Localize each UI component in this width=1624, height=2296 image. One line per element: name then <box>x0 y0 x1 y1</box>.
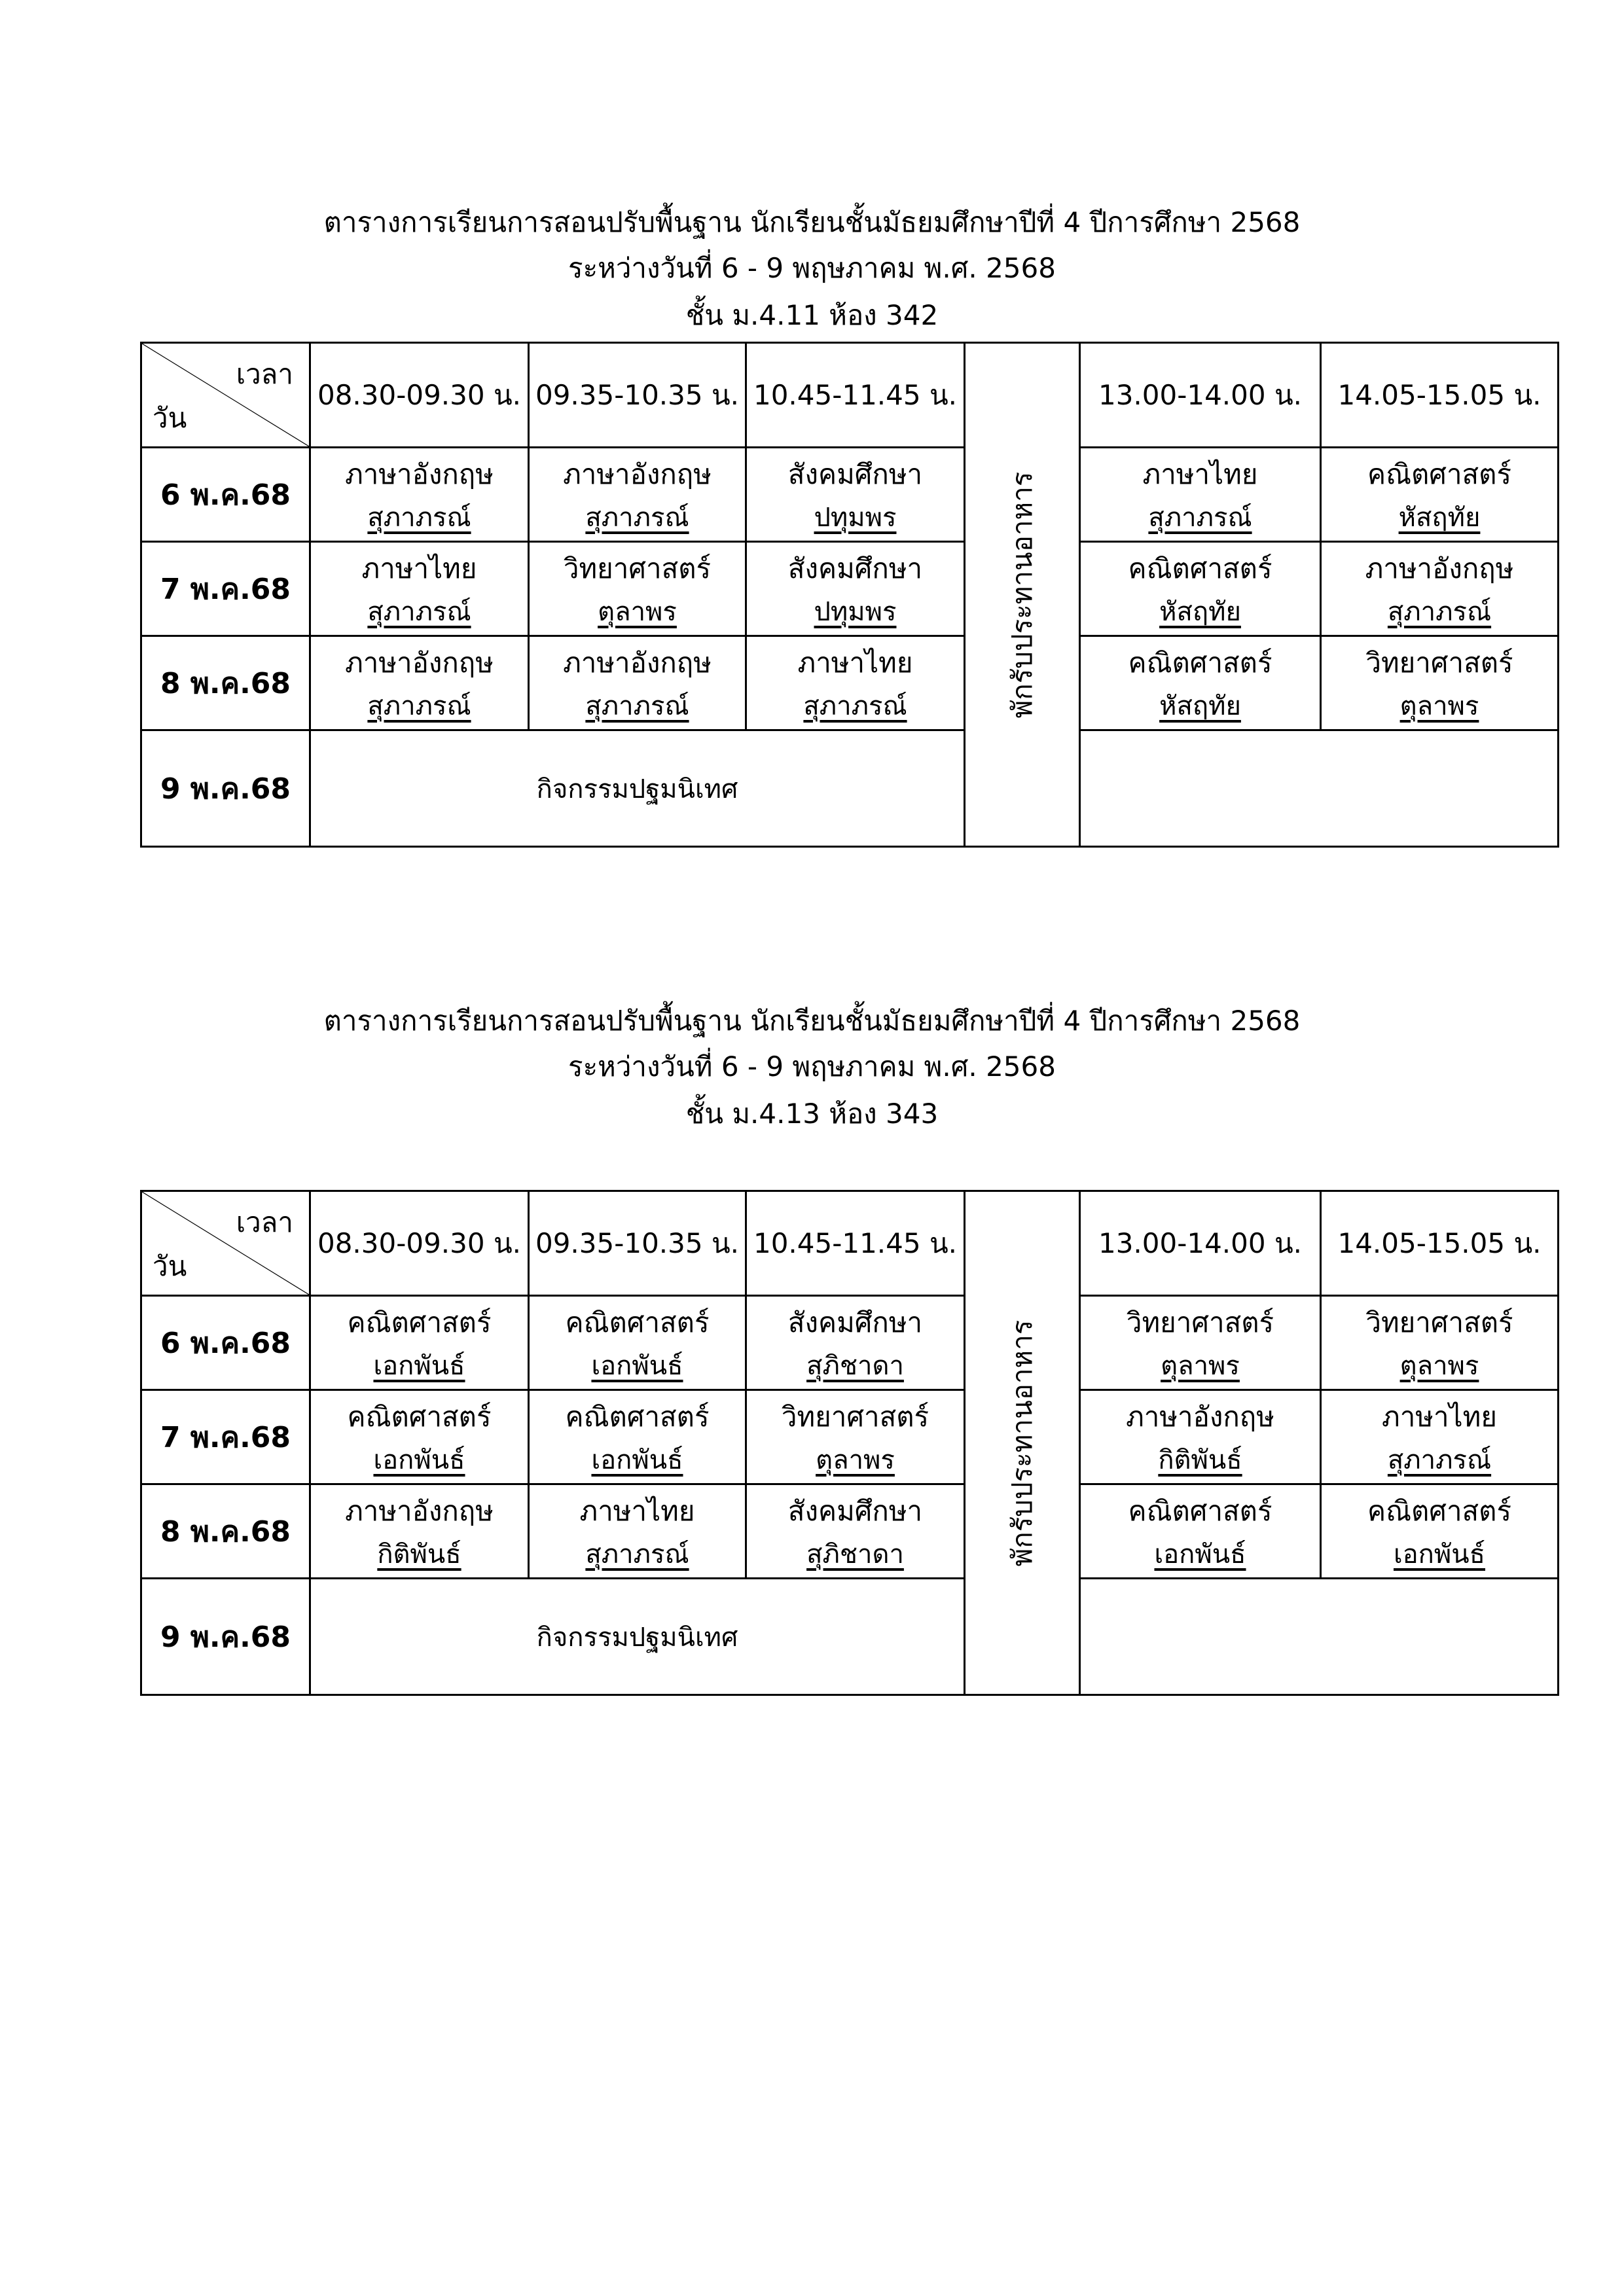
subject-name: สังคมศึกษา <box>787 1306 923 1338</box>
day-label: 7 พ.ค.68 <box>141 542 310 636</box>
class-cell <box>746 1390 965 1484</box>
day-label: 7 พ.ค.68 <box>141 1390 310 1484</box>
teacher-name: ปทุมพร <box>814 502 897 533</box>
teacher-name: สุภาภรณ์ <box>1148 502 1252 533</box>
schedule-title-line: ตารางการเรียนการสอนปรับพื้นฐาน นักเรียนชั้นมัธยมศึกษาปีที่ 4 ปีการศึกษา 2568 <box>323 206 1301 238</box>
subject-name: คณิตศาสตร์ <box>565 1400 710 1433</box>
class-cell <box>1080 448 1321 542</box>
time-axis-label: เวลา <box>236 358 293 390</box>
teacher-name: ปทุมพร <box>814 596 897 627</box>
class-cell <box>529 636 746 730</box>
subject-name: ภาษาไทย <box>797 646 913 679</box>
time-slot-header: 10.45-11.45 น. <box>746 1191 965 1296</box>
time-slot-header: 14.05-15.05 น. <box>1321 343 1559 448</box>
class-cell <box>310 636 529 730</box>
day-label: 6 พ.ค.68 <box>141 448 310 542</box>
class-cell <box>1321 1390 1559 1484</box>
teacher-name: เอกพันธ์ <box>591 1350 683 1381</box>
day-label: 9 พ.ค.68 <box>141 1579 310 1695</box>
day-row <box>141 1296 1559 1390</box>
teacher-name: สุภาภรณ์ <box>585 1539 689 1570</box>
teacher-name: เอกพันธ์ <box>1154 1539 1246 1570</box>
subject-name: วิทยาศาสตร์ <box>781 1400 929 1433</box>
class-cell <box>1080 636 1321 730</box>
teacher-name: ตุลาพร <box>598 596 677 627</box>
teacher-name: เอกพันธ์ <box>591 1444 683 1475</box>
subject-name: ภาษาอังกฤษ <box>1126 1400 1274 1433</box>
day-row-orientation <box>141 1579 1559 1695</box>
day-label: 8 พ.ค.68 <box>141 1484 310 1579</box>
teacher-name: หัสฤทัย <box>1398 502 1481 533</box>
schedule-title-line: ตารางการเรียนการสอนปรับพื้นฐาน นักเรียนชั้นมัธยมศึกษาปีที่ 4 ปีการศึกษา 2568 <box>323 1005 1301 1037</box>
schedule-table <box>140 1190 1559 1696</box>
teacher-name: สุภาภรณ์ <box>367 596 471 627</box>
class-cell <box>746 1484 965 1579</box>
time-slot-header: 09.35-10.35 น. <box>529 343 746 448</box>
subject-name: สังคมศึกษา <box>787 1494 923 1527</box>
corner-header-cell <box>141 343 310 448</box>
class-cell <box>529 1484 746 1579</box>
lunch-break-cell <box>965 343 1080 847</box>
schedule-title-line: ระหว่างวันที่ 6 - 9 พฤษภาคม พ.ศ. 2568 <box>568 252 1056 284</box>
time-slot-header: 13.00-14.00 น. <box>1080 1191 1321 1296</box>
teacher-name: ตุลาพร <box>1399 1350 1479 1381</box>
time-slot-header: 09.35-10.35 น. <box>529 1191 746 1296</box>
subject-name: ภาษาอังกฤษ <box>345 457 494 490</box>
day-label: 8 พ.ค.68 <box>141 636 310 730</box>
schedule-title-line: ระหว่างวันที่ 6 - 9 พฤษภาคม พ.ศ. 2568 <box>568 1050 1056 1083</box>
orientation-activity-cell: กิจกรรมปฐมนิเทศ <box>310 730 965 847</box>
subject-name: คณิตศาสตร์ <box>565 1306 710 1338</box>
subject-name: คณิตศาสตร์ <box>1128 646 1272 679</box>
lunch-break-cell <box>965 1191 1080 1695</box>
class-cell <box>529 1296 746 1390</box>
time-slot-header: 14.05-15.05 น. <box>1321 1191 1559 1296</box>
teacher-name: สุภาภรณ์ <box>1387 1444 1492 1475</box>
day-row <box>141 542 1559 636</box>
day-axis-label: วัน <box>153 1250 187 1282</box>
subject-name: ภาษาอังกฤษ <box>345 646 494 679</box>
subject-name: คณิตศาสตร์ <box>1128 1494 1272 1527</box>
teacher-name: กิติพันธ์ <box>1158 1444 1242 1475</box>
lunch-break-label: พักรับประทานอาหาร <box>1005 471 1038 718</box>
day-row <box>141 636 1559 730</box>
empty-afternoon-cell <box>1080 1579 1559 1695</box>
class-cell <box>1321 636 1559 730</box>
subject-name: วิทยาศาสตร์ <box>1365 1306 1513 1338</box>
teacher-name: เอกพันธ์ <box>1393 1539 1486 1570</box>
lunch-break-label: พักรับประทานอาหาร <box>1005 1319 1038 1566</box>
time-axis-label: เวลา <box>236 1206 293 1238</box>
class-cell <box>746 448 965 542</box>
class-cell <box>310 1390 529 1484</box>
class-cell <box>310 1296 529 1390</box>
day-row-orientation <box>141 730 1559 847</box>
time-slot-header: 08.30-09.30 น. <box>310 1191 529 1296</box>
teacher-name: ตุลาพร <box>1161 1350 1240 1381</box>
teacher-name: สุภิชาดา <box>806 1350 904 1381</box>
class-cell <box>1080 1390 1321 1484</box>
class-cell <box>529 1390 746 1484</box>
teacher-name: ตุลาพร <box>1399 691 1479 721</box>
subject-name: คณิตศาสตร์ <box>1367 457 1512 490</box>
empty-afternoon-cell <box>1080 730 1559 847</box>
subject-name: สังคมศึกษา <box>787 457 923 490</box>
teacher-name: ตุลาพร <box>816 1444 895 1475</box>
schedule-table <box>140 342 1559 848</box>
teacher-name: หัสฤทัย <box>1159 596 1241 627</box>
subject-name: ภาษาอังกฤษ <box>345 1494 494 1527</box>
day-row <box>141 1390 1559 1484</box>
subject-name: คณิตศาสตร์ <box>347 1400 492 1433</box>
subject-name: ภาษาอังกฤษ <box>563 646 712 679</box>
class-cell <box>1321 1484 1559 1579</box>
teacher-name: กิติพันธ์ <box>377 1539 461 1570</box>
subject-name: วิทยาศาสตร์ <box>563 552 712 584</box>
subject-name: วิทยาศาสตร์ <box>1126 1306 1274 1338</box>
schedule-title-line: ชั้น ม.4.11 ห้อง 342 <box>685 299 939 331</box>
subject-name: สังคมศึกษา <box>787 552 923 584</box>
day-row <box>141 1484 1559 1579</box>
subject-name: ภาษาไทย <box>1382 1400 1497 1433</box>
class-cell <box>1080 542 1321 636</box>
teacher-name: สุภาภรณ์ <box>367 502 471 533</box>
teacher-name: สุภิชาดา <box>806 1539 904 1570</box>
orientation-activity-cell: กิจกรรมปฐมนิเทศ <box>310 1579 965 1695</box>
teacher-name: สุภาภรณ์ <box>367 691 471 721</box>
class-cell <box>529 448 746 542</box>
class-cell <box>746 636 965 730</box>
class-cell <box>1080 1484 1321 1579</box>
teacher-name: สุภาภรณ์ <box>803 691 907 721</box>
class-cell <box>746 1296 965 1390</box>
day-label: 9 พ.ค.68 <box>141 730 310 847</box>
teacher-name: สุภาภรณ์ <box>585 691 689 721</box>
class-cell <box>529 542 746 636</box>
time-slot-header: 08.30-09.30 น. <box>310 343 529 448</box>
header-row <box>141 343 1559 448</box>
class-cell <box>1321 1296 1559 1390</box>
subject-name: คณิตศาสตร์ <box>1128 552 1272 584</box>
class-cell <box>310 542 529 636</box>
class-cell <box>310 448 529 542</box>
header-row <box>141 1191 1559 1296</box>
class-cell <box>1321 542 1559 636</box>
subject-name: วิทยาศาสตร์ <box>1365 646 1513 679</box>
class-cell <box>1321 448 1559 542</box>
subject-name: คณิตศาสตร์ <box>347 1306 492 1338</box>
day-axis-label: วัน <box>153 402 187 434</box>
teacher-name: เอกพันธ์ <box>373 1350 465 1381</box>
time-slot-header: 10.45-11.45 น. <box>746 343 965 448</box>
teacher-name: สุภาภรณ์ <box>585 502 689 533</box>
subject-name: ภาษาอังกฤษ <box>1365 552 1514 584</box>
day-label: 6 พ.ค.68 <box>141 1296 310 1390</box>
subject-name: ภาษาไทย <box>1142 457 1258 490</box>
class-cell <box>746 542 965 636</box>
teacher-name: หัสฤทัย <box>1159 691 1241 721</box>
time-slot-header: 13.00-14.00 น. <box>1080 343 1321 448</box>
subject-name: ภาษาไทย <box>579 1494 695 1527</box>
subject-name: ภาษาไทย <box>361 552 477 584</box>
day-row <box>141 448 1559 542</box>
schedule-title-line: ชั้น ม.4.13 ห้อง 343 <box>685 1098 939 1130</box>
subject-name: ภาษาอังกฤษ <box>563 457 712 490</box>
teacher-name: สุภาภรณ์ <box>1387 596 1492 627</box>
subject-name: คณิตศาสตร์ <box>1367 1494 1512 1527</box>
corner-header-cell <box>141 1191 310 1296</box>
class-cell <box>1080 1296 1321 1390</box>
teacher-name: เอกพันธ์ <box>373 1444 465 1475</box>
class-cell <box>310 1484 529 1579</box>
